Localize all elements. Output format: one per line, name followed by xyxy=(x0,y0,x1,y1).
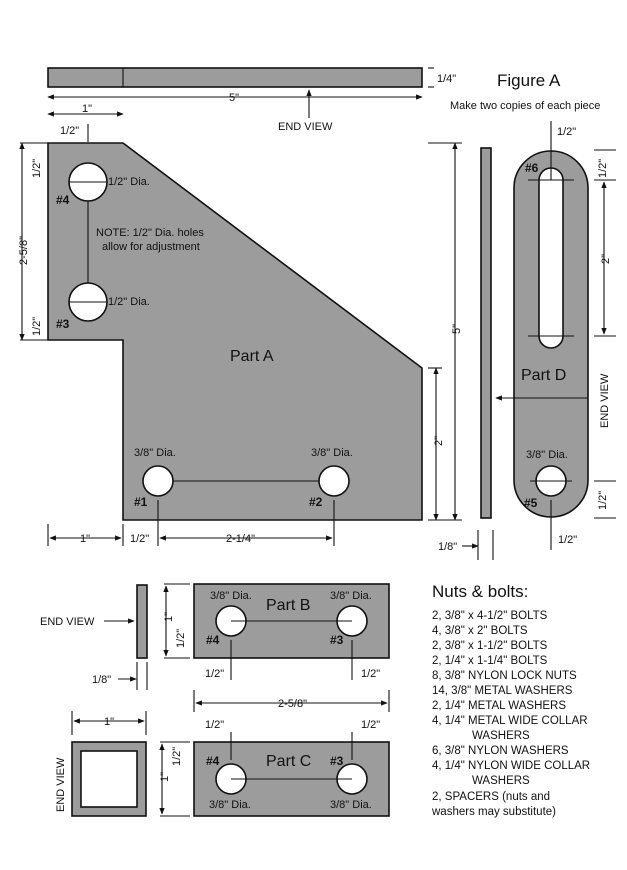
part-c-end-view-label: END VIEW xyxy=(55,757,67,812)
dim-part-c-half: 1/2" xyxy=(171,746,183,766)
part-a-end-view-label: END VIEW xyxy=(278,121,333,133)
dim-part-a-left-lower: 1/2" xyxy=(31,316,43,336)
dim-part-c-width: 1" xyxy=(104,716,115,728)
dim-part-c-left: 1/2" xyxy=(205,719,225,731)
hardware-item: 4, 1/4" METAL WIDE COLLAR xyxy=(432,715,588,727)
hardware-item: 2, 3/8" x 1-1/2" BOLTS xyxy=(432,640,548,652)
dim-part-b-height: 1" xyxy=(163,611,175,622)
part-c-hole-3-label: #3 xyxy=(330,754,344,768)
part-b-hole-4-dia: 3/8" Dia. xyxy=(210,590,252,602)
part-b-hole-4-label: #4 xyxy=(206,633,220,647)
part-d-end-view-label: END VIEW xyxy=(599,373,611,428)
dim-part-b-thickness: 1/8" xyxy=(92,674,112,686)
part-c-hole-4-dia: 3/8" Dia. xyxy=(209,799,251,811)
dim-part-a-left-span: 2-5/8" xyxy=(18,236,30,265)
part-b-hole-3-dia: 3/8" Dia. xyxy=(330,590,372,602)
dim-part-a-bottom-half: 1/2" xyxy=(130,533,150,545)
part-a-note-line1: NOTE: 1/2" Dia. holes xyxy=(96,227,204,239)
dim-part-a-thickness: 1/4" xyxy=(437,73,457,85)
hardware-item: 4, 1/4" NYLON WIDE COLLAR xyxy=(432,760,591,772)
dim-part-a-bottom-height: 2" xyxy=(433,435,445,446)
dim-part-c-height: 1" xyxy=(159,771,171,782)
dim-part-b-right: 1/2" xyxy=(361,668,381,680)
dim-part-a-hole-edge-top: 1/2" xyxy=(60,125,80,137)
part-a-hole-1 xyxy=(143,466,173,496)
dim-part-b-left: 1/2" xyxy=(205,668,225,680)
part-a-end-view-bar xyxy=(48,68,422,87)
hardware-item: 4, 3/8" x 2" BOLTS xyxy=(432,625,528,637)
part-b-name: Part B xyxy=(266,597,311,614)
dim-part-a-top-offset: 1" xyxy=(82,103,93,115)
part-c-hole-4-label: #4 xyxy=(206,754,220,768)
part-c-end-view-inner xyxy=(81,751,137,807)
hardware-item: washers may substitute) xyxy=(432,806,556,818)
part-a-hole-4-dia: 1/2" Dia. xyxy=(108,176,150,188)
part-b-hole-3-label: #3 xyxy=(330,633,344,647)
part-a-hole-2-label: #2 xyxy=(309,495,323,509)
dim-part-b-half: 1/2" xyxy=(175,628,187,648)
part-a-hole-1-label: #1 xyxy=(134,495,148,509)
part-a-hole-3-dia: 1/2" Dia. xyxy=(108,296,150,308)
dim-part-a-bottom-span: 2-1/4" xyxy=(226,533,255,545)
part-d-name: Part D xyxy=(521,367,567,384)
part-a-hole-1-dia: 3/8" Dia. xyxy=(134,447,176,459)
dim-part-a-width: 5" xyxy=(229,92,240,104)
figure-title: Figure A xyxy=(497,71,561,90)
part-c-name: Part C xyxy=(266,753,312,770)
part-a-plate xyxy=(48,143,422,520)
part-d-hole-dia: 3/8" Dia. xyxy=(526,449,568,461)
dim-part-d-bottom: 1/2" xyxy=(558,534,578,546)
part-b-end-view xyxy=(137,585,147,658)
figure-subtitle: Make two copies of each piece xyxy=(450,100,601,112)
part-d-slot xyxy=(539,168,563,348)
part-a-hole-2 xyxy=(319,466,349,496)
hardware-item: 2, SPACERS (nuts and xyxy=(432,791,551,803)
dim-part-a-side-thickness: 1/8" xyxy=(438,541,458,553)
part-b-end-view-label: END VIEW xyxy=(40,616,95,628)
hardware-item: 2, 3/8" x 4-1/2" BOLTS xyxy=(432,610,548,622)
dim-part-a-bottom-left: 1" xyxy=(80,533,91,545)
part-a-side-view xyxy=(481,148,491,518)
part-a-hole-4-label: #4 xyxy=(56,193,70,207)
part-a-name: Part A xyxy=(230,348,274,365)
part-a-hole-2-dia: 3/8" Dia. xyxy=(311,447,353,459)
hardware-title: Nuts & bolts: xyxy=(432,582,529,601)
hardware-item: 2, 1/4" x 1-1/4" BOLTS xyxy=(432,655,548,667)
hardware-item: WASHERS xyxy=(472,730,530,742)
hardware-item: 6, 3/8" NYLON WASHERS xyxy=(432,745,569,757)
dim-part-a-height: 5" xyxy=(451,323,463,334)
part-a-hole-3-label: #3 xyxy=(56,317,70,331)
hardware-item: 8, 3/8" NYLON LOCK NUTS xyxy=(432,670,577,682)
part-d-hole-5-label: #5 xyxy=(524,496,538,510)
hardware-item: WASHERS xyxy=(472,775,530,787)
dim-part-a-left-half: 1/2" xyxy=(31,158,43,178)
dim-part-d-slot: 2" xyxy=(600,253,612,264)
hardware-item: 2, 1/4" METAL WASHERS xyxy=(432,700,567,712)
dim-part-d-bottom-right: 1/2" xyxy=(597,490,609,510)
dim-part-d-top: 1/2" xyxy=(557,126,577,138)
hardware-item: 14, 3/8" METAL WASHERS xyxy=(432,685,573,697)
dim-part-c-right: 1/2" xyxy=(361,719,381,731)
dim-part-b-span: 2-5/8" xyxy=(278,698,307,710)
part-c-hole-3-dia: 3/8" Dia. xyxy=(330,799,372,811)
hardware-list xyxy=(431,610,590,818)
part-d-hole-6-label: #6 xyxy=(525,161,539,175)
part-a-note-line2: allow for adjustment xyxy=(102,241,200,253)
dim-part-d-top-right: 1/2" xyxy=(597,158,609,178)
